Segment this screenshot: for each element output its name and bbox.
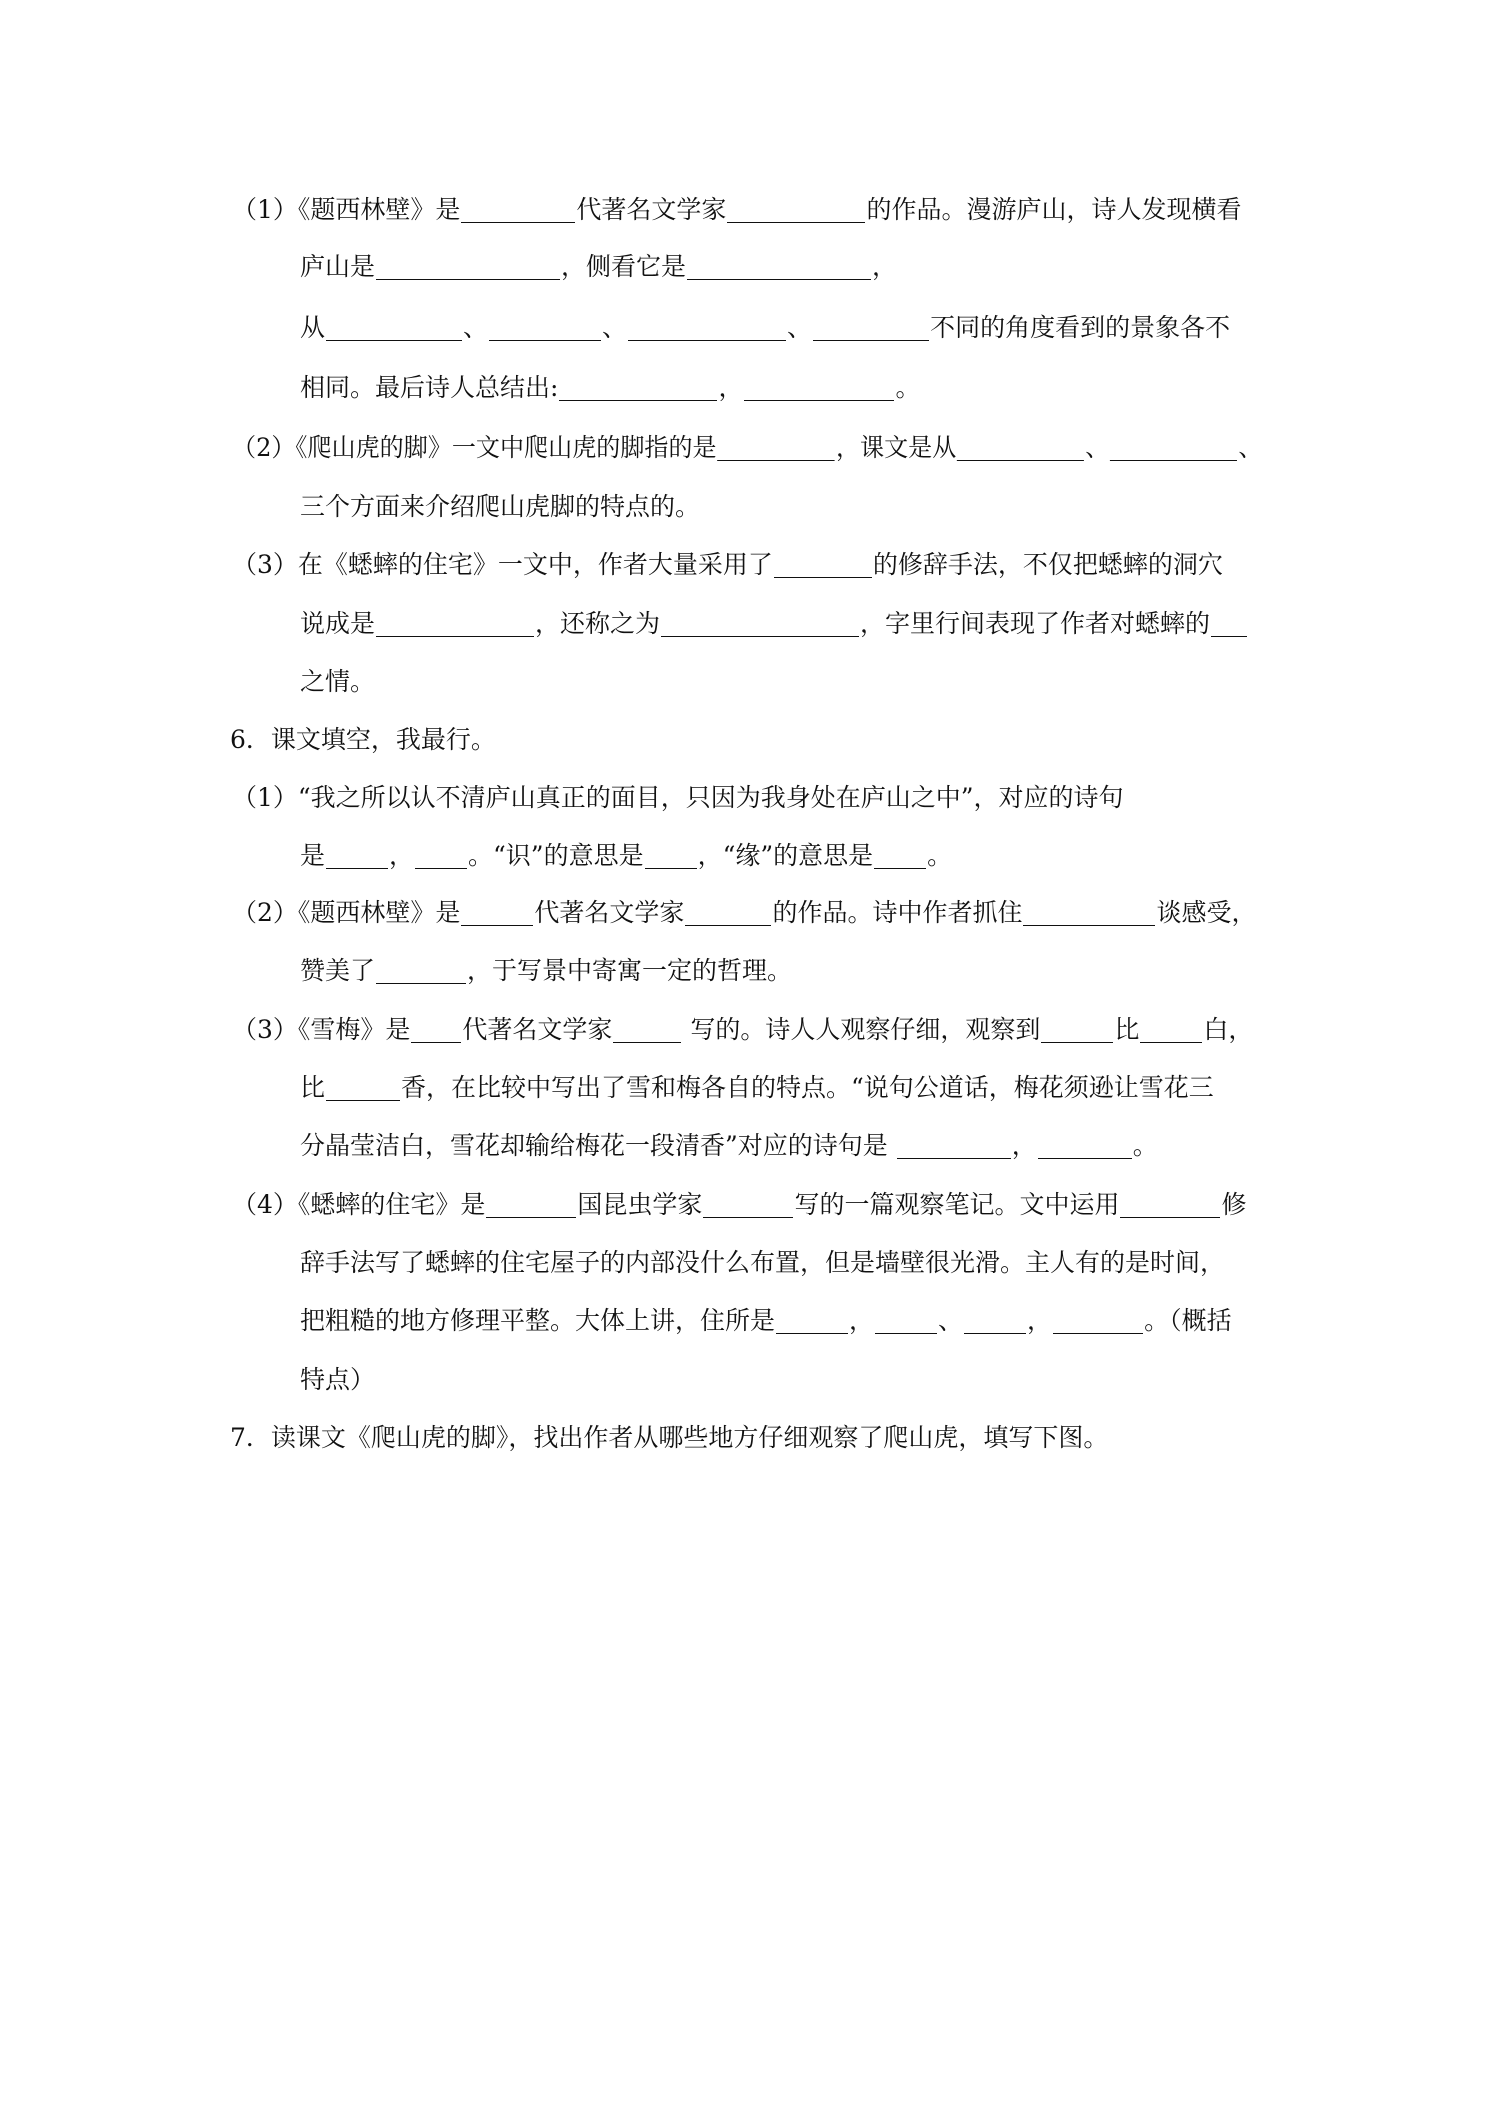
text-run: 。“识”的意思是 [468,841,644,870]
answer-blank[interactable] [1038,1132,1132,1159]
text-run: ，还称之为 [535,609,661,638]
text-run: 不同的角度看到的景象各不 [930,313,1231,342]
text-run: 比 [300,1073,326,1102]
text-run: ，于写景中寄寓一定的哲理。 [467,956,793,985]
q5-2-line-2 [300,490,1262,524]
answer-blank[interactable] [1110,434,1237,461]
text-run: 把粗糙的地方修理平整。大体上讲，住所是 [300,1306,776,1335]
text-run: 写的。诗人人观察仔细，观察到 [682,1015,1041,1044]
q6-2-line-1 [232,896,1262,930]
text-run: 、 [787,313,813,342]
q6-1-line-1 [232,781,1262,815]
text-run: 6．课文填空，我最行。 [230,725,496,754]
text-run: 、 [1085,433,1110,462]
q6-3-line-3 [300,1129,1262,1163]
answer-blank[interactable] [559,374,717,401]
answer-blank[interactable] [376,610,534,637]
text-run: ， [849,1306,875,1335]
answer-blank[interactable] [1053,1307,1143,1334]
text-run: ，“缘”的意思是 [697,841,874,870]
text-run: 香，在比较中写出了雪和梅各自的特点。“说句公道话，梅花须逊让雪花三 [401,1073,1214,1102]
answer-blank[interactable] [613,1016,681,1043]
text-run: （4）《蟋蟀的住宅》是 [232,1190,486,1219]
text-run: 赞美了 [300,956,376,985]
text-run: 从 [300,313,326,342]
text-run: （1）“我之所以认不清庐山真正的面目，只因为我身处在庐山之中”，对应的诗句 [232,783,1124,812]
answer-blank[interactable] [774,551,872,578]
q6-4-line-1 [232,1188,1262,1222]
text-run: 。 [927,841,953,870]
q5-1-line-2 [300,250,1262,284]
text-run: （2）《爬山虎的脚》一文中爬山虎的脚指的是 [232,433,717,462]
text-run: 代著名文学家 [534,898,685,927]
q6-2-line-2 [300,954,1262,988]
answer-blank[interactable] [1140,1016,1202,1043]
answer-blank[interactable] [1120,1191,1220,1218]
text-run: 比 [1114,1015,1140,1044]
text-run: 。（概括 [1144,1306,1232,1335]
text-run: （1）《题西林壁》是 [232,195,461,224]
text-run: 分晶莹洁白，雪花却输给梅花一段清香”对应的诗句是 [300,1131,896,1160]
answer-blank[interactable] [461,196,575,223]
text-run: 。 [895,373,921,402]
q5-1-line-4 [300,371,1262,405]
q6-4-line-3 [300,1304,1262,1338]
answer-blank[interactable] [874,842,926,869]
answer-blank[interactable] [1211,610,1247,637]
text-run: ， [1011,1131,1037,1160]
answer-blank[interactable] [875,1307,937,1334]
answer-blank[interactable] [376,957,466,984]
answer-blank[interactable] [461,899,533,926]
text-run: ，侧看它是 [561,252,687,281]
q5-2-line-1 [232,431,1263,465]
text-run: 、 [1238,433,1263,462]
text-run: 、 [602,313,628,342]
text-run: ， [718,373,744,402]
q5-3-line-2 [300,607,1262,641]
text-run: 谈感受， [1156,898,1257,927]
answer-blank[interactable] [957,434,1084,461]
text-run: 相同。最后诗人总结出: [300,373,559,402]
text-run: 说成是 [300,609,376,638]
text-run: ， [389,841,415,870]
text-run: 的作品。漫游庐山，诗人发现横看 [866,195,1242,224]
text-run: （2）《题西林壁》是 [232,898,461,927]
q7-heading [230,1421,1260,1455]
text-run: （3）《雪梅》是 [232,1015,411,1044]
q6-4-line-4 [300,1363,1262,1397]
answer-blank[interactable] [703,1191,793,1218]
text-run: ，字里行间表现了作者对蟋蟀的 [860,609,1211,638]
answer-blank[interactable] [727,196,865,223]
q6-heading [230,723,1260,757]
answer-blank[interactable] [661,610,859,637]
text-run: 白， [1203,1015,1254,1044]
answer-blank[interactable] [645,842,697,869]
q6-3-line-2 [300,1071,1262,1105]
text-run: 庐山是 [300,252,376,281]
text-run: 代著名文学家 [462,1015,613,1044]
text-run: 写的一篇观察笔记。文中运用 [794,1190,1120,1219]
q5-1-line-1 [232,193,1262,227]
text-run: 之情。 [300,667,376,696]
answer-blank[interactable] [489,314,601,341]
answer-blank[interactable] [897,1132,1011,1159]
text-run: （3）在《蟋蟀的住宅》一文中，作者大量采用了 [232,550,773,579]
answer-blank[interactable] [1023,899,1155,926]
text-run: 修 [1221,1190,1247,1219]
text-run: 三个方面来介绍爬山虎脚的特点的。 [300,492,701,521]
q6-1-line-2 [300,839,1262,873]
answer-blank[interactable] [718,434,835,461]
q6-4-line-2 [300,1246,1262,1280]
q6-3-line-1 [232,1013,1262,1047]
text-run: 的修辞手法，不仅把蟋蟀的洞穴 [872,550,1223,579]
answer-blank[interactable] [628,314,786,341]
text-run: 代著名文学家 [576,195,727,224]
answer-blank[interactable] [415,842,467,869]
answer-blank[interactable] [744,374,894,401]
text-run: ， [1027,1306,1053,1335]
text-run: 特点） [300,1365,376,1394]
text-run: 7．读课文《爬山虎的脚》，找出作者从哪些地方仔细观察了爬山虎，填写下图。 [230,1423,1109,1452]
answer-blank[interactable] [1041,1016,1113,1043]
text-run: 的作品。诗中作者抓住 [772,898,1023,927]
text-run: 是 [300,841,326,870]
answer-blank[interactable] [326,842,388,869]
answer-blank[interactable] [685,899,771,926]
text-run: ， [872,252,898,281]
text-run: 国昆虫学家 [577,1190,703,1219]
text-run: 、 [463,313,489,342]
answer-blank[interactable] [687,253,871,280]
q5-1-line-3 [300,311,1262,345]
q5-3-line-3 [300,665,1262,699]
answer-blank[interactable] [964,1307,1026,1334]
answer-blank[interactable] [376,253,560,280]
answer-blank[interactable] [813,314,929,341]
text-run: ，课文是从 [835,433,957,462]
answer-blank[interactable] [411,1016,461,1043]
text-run: 辞手法写了蟋蟀的住宅屋子的内部没什么布置，但是墙壁很光滑。主人有的是时间， [300,1248,1226,1277]
answer-blank[interactable] [776,1307,848,1334]
q5-3-line-1 [232,548,1262,582]
answer-blank[interactable] [326,1074,400,1101]
answer-blank[interactable] [326,314,462,341]
text-run: 、 [938,1306,964,1335]
answer-blank[interactable] [486,1191,576,1218]
text-run: 。 [1132,1131,1158,1160]
